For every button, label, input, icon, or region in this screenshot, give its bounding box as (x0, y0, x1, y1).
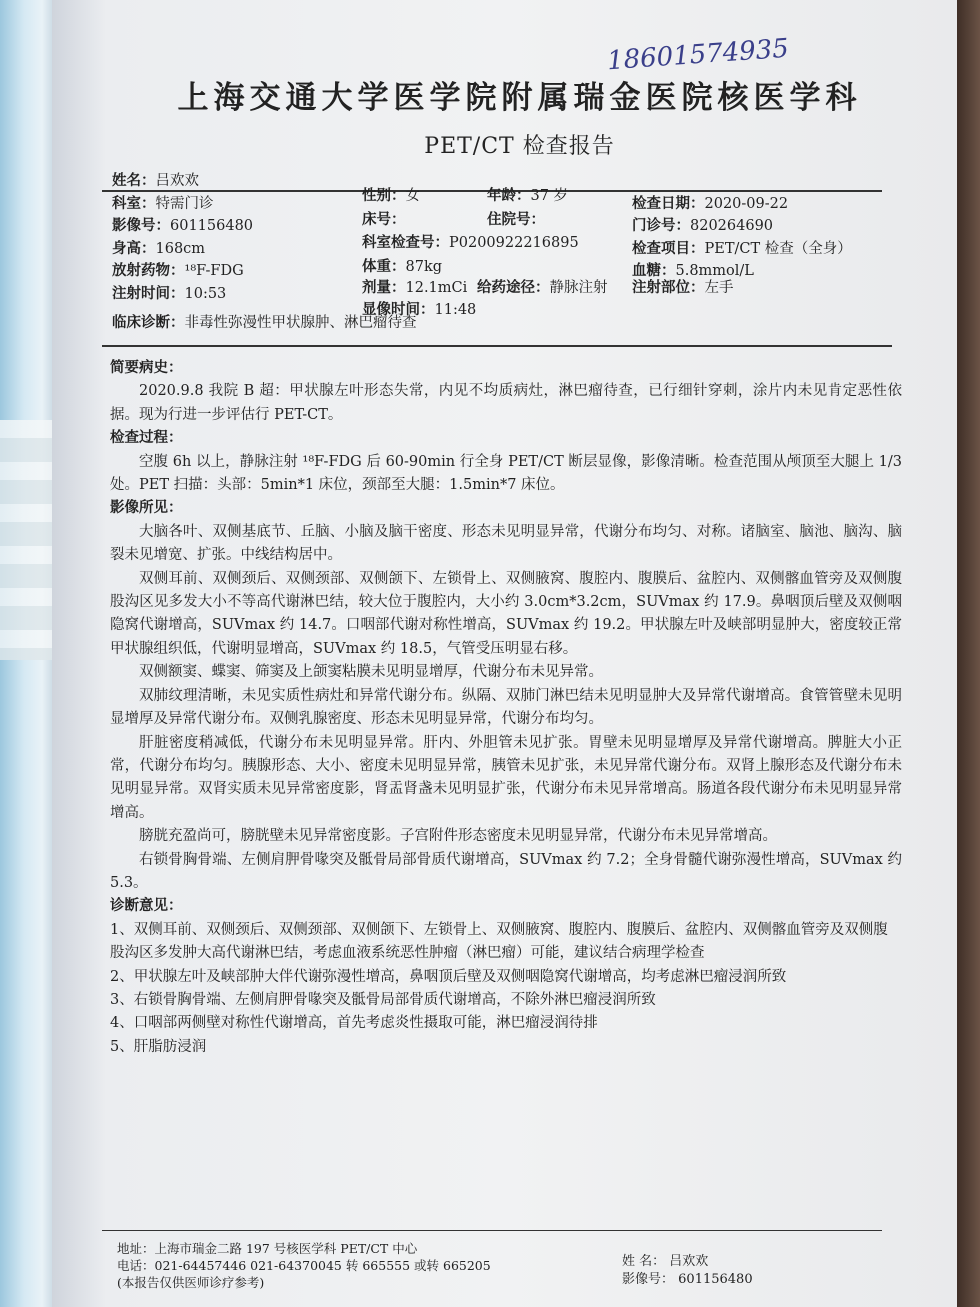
handwritten-phone-number: 18601574935 (606, 33, 790, 77)
patient-info (112, 170, 912, 334)
weight-label: 体重： (362, 259, 406, 275)
footer-note: (本报告仅供医师诊疗参考) (117, 1275, 265, 1290)
finding-paragraph: 右锁骨胸骨端、左侧肩胛骨喙突及骶骨局部骨质代谢增高，SUVmax 约 7.2；全身骨髓代谢弥漫性增高，SUVmax 约 5.3。 (110, 851, 902, 891)
age-label: 年龄： (487, 187, 531, 204)
weight-value: 87kg (405, 259, 443, 275)
conclusion-item: 3、右锁骨胸骨端、左侧肩胛骨喙突及骶骨局部骨质代谢增高，不除外淋巴瘤浸润所致 (110, 991, 656, 1008)
report-footer (117, 1240, 897, 1291)
glucose-value: 5.8mmol/L (675, 263, 754, 279)
dept-exam-label: 科室检查号： (362, 234, 449, 251)
footer-phone: 电话：021-64457446 021-64370045 转 665555 或转 665205 (117, 1258, 491, 1273)
height-value: 168cm (155, 240, 206, 257)
finding-paragraph: 膀胱充盈尚可，膀胱壁未见异常密度影。子宫附件形态密度未见明显异常，代谢分布未见异常增高。 (139, 828, 777, 845)
inject-time-value: 10:53 (184, 285, 227, 302)
inject-site-value: 左手 (704, 279, 734, 296)
diagnosis-value: 非毒性弥漫性甲状腺肿、淋巴瘤待查 (184, 314, 417, 331)
footer-address: 地址：上海市瑞金二路 197 号核医学科 PET/CT 中心 (117, 1241, 418, 1256)
procedure-text: 空腹 6h 以上，静脉注射 ¹⁸F-FDG 后 60-90min 行全身 PET/CT 断层显像，影像清晰。检查范围从颅顶至大腿上 1/3 处。PET 扫描：头部：5min*1 床位，颈部至大腿：1.5min*7 床位。 (110, 453, 902, 494)
dose-value: 12.1mCi (405, 279, 468, 296)
background-edge (957, 0, 980, 1307)
dose-label: 剂量： (362, 279, 406, 296)
route-value: 静脉注射 (549, 279, 608, 296)
conclusion-item: 2、甲状腺左叶及峡部肿大伴代谢弥漫性增高，鼻咽顶后壁及双侧咽隐窝代谢增高，均考虑淋巴瘤浸润所致 (110, 968, 787, 985)
inject-site-label: 注射部位： (632, 279, 705, 296)
footer-rule (102, 1230, 882, 1231)
report-body (110, 357, 902, 1059)
diagnosis-label: 临床诊断： (112, 314, 185, 331)
glucose-label: 血糖： (632, 263, 676, 279)
imaging-time-label: 显像时间： (362, 302, 435, 318)
footer-image-no-label: 影像号： (622, 1272, 675, 1287)
report-page (52, 0, 957, 1307)
clinic-no-label: 门诊号： (632, 218, 690, 234)
history-heading: 简要病史： (110, 360, 183, 376)
patient-name: 吕欢欢 (155, 173, 199, 189)
bed-label: 床号： (362, 212, 406, 228)
exam-item-value: PET/CT 检查（全身） (704, 240, 852, 257)
dept-label: 科室： (112, 195, 156, 212)
age-value: 37 岁 (530, 187, 569, 204)
footer-patient (622, 1253, 753, 1289)
dept-value: 特需门诊 (155, 195, 214, 212)
footer-name-label: 姓 名： (622, 1254, 666, 1269)
report-header (92, 72, 947, 160)
conclusion-item: 4、口咽部两侧壁对称性代谢增高，首先考虑炎性摄取可能，淋巴瘤浸润待排 (110, 1015, 598, 1032)
conclusion-heading: 诊断意见： (110, 898, 183, 915)
report-title: PET/CT 检查报告 (424, 134, 615, 159)
dept-exam-value: P0200922216895 (449, 234, 579, 251)
finding-paragraph: 肝脏密度稍减低，代谢分布未见明显异常。肝内、外胆管未见扩张。胃壁未见明显增厚及异常代谢增高。脾脏大小正常，代谢分布均匀。胰腺形态、大小、密度未见明显异常，胰管未见扩张，未见异常代谢分布。双肾上腺形态及代谢分布未见明显异常。双肾实质未见异常密度影，肾盂肾盏未见明显扩张，代谢分布未见异常增高。肠道各段代谢分布未见明显异常增高。 (110, 734, 902, 821)
hospital-name: 上海交通大学医学院附属瑞金医院核医学科 (177, 80, 862, 116)
tracer-value: ¹⁸F-FDG (184, 263, 244, 279)
height-label: 身高： (112, 240, 156, 257)
procedure-heading: 检查过程： (110, 430, 183, 447)
footer-image-no: 601156480 (678, 1272, 753, 1287)
exam-date-value: 2020-09-22 (704, 195, 789, 212)
findings-heading: 影像所见： (110, 500, 183, 517)
image-no-value: 601156480 (170, 218, 254, 234)
exam-date-label: 检查日期： (632, 195, 705, 212)
image-no-label: 影像号： (112, 218, 170, 234)
conclusion-item: 1、双侧耳前、双侧颈后、双侧颈部、双侧颌下、左锁骨上、双侧腋窝、腹腔内、腹膜后、盆腔内、双侧髂血管旁及双侧腹股沟区多发肿大高代谢淋巴结，考虑血液系统恶性肿瘤（淋巴瘤）可能，建议结合病理学检查 (110, 921, 888, 962)
sex-label: 性别： (362, 187, 406, 204)
finding-paragraph: 双侧额窦、蝶窦、筛窦及上颌窦粘膜未见明显增厚，代谢分布未见异常。 (139, 664, 603, 681)
info-rule (102, 345, 892, 347)
conclusion-item: 5、肝脂肪浸润 (110, 1038, 207, 1055)
footer-name: 吕欢欢 (669, 1254, 709, 1269)
exam-item-label: 检查项目： (632, 240, 705, 257)
sex-value: 女 (405, 187, 420, 204)
history-text: 2020.9.8 我院 B 超：甲状腺左叶形态失常，内见不均质病灶，淋巴瘤待查，已行细针穿刺，涂片内未见肯定恶性依据。现为行进一步评估行 PET-CT。 (110, 383, 902, 423)
name-label: 姓名： (112, 173, 156, 189)
route-label: 给药途径： (477, 279, 550, 296)
finding-paragraph: 双侧耳前、双侧颈后、双侧颈部、双侧颌下、左锁骨上、双侧腋窝、腹腔内、腹膜后、盆腔内、双侧髂血管旁及双侧腹股沟区见多发大小不等高代谢淋巴结，较大位于腹腔内，大小约 3.0cm*3.2cm，SUVmax 约 17.9。鼻咽顶后壁及双侧咽隐窝代谢增高，SUVmax 约 14.7。口咽部代谢对称性增高，SUVmax 约 19.2。甲状腺左叶及峡部明显肿大，密度较正常甲状腺组织低，代谢明显增高，SUVmax 约 18.5，气管受压明显右移。 (110, 570, 902, 657)
finding-paragraph: 大脑各叶、双侧基底节、丘脑、小脑及脑干密度、形态未见明显异常，代谢分布均匀、对称。诸脑室、脑池、脑沟、脑裂未见增宽、扩张。中线结构居中。 (110, 523, 902, 564)
inpatient-label: 住院号： (487, 212, 545, 228)
binder-cover (0, 0, 60, 1307)
clinic-no-value: 820264690 (690, 218, 774, 234)
inject-time-label: 注射时间： (112, 285, 185, 302)
imaging-time-value: 11:48 (434, 302, 477, 318)
binder-label-strip (0, 420, 58, 660)
tracer-label: 放射药物： (112, 263, 185, 279)
finding-paragraph: 双肺纹理清晰，未见实质性病灶和异常代谢分布。纵隔、双肺门淋巴结未见明显肿大及异常代谢增高。食管管壁未见明显增厚及异常代谢分布。双侧乳腺密度、形态未见明显异常，代谢分布均匀。 (110, 687, 902, 728)
